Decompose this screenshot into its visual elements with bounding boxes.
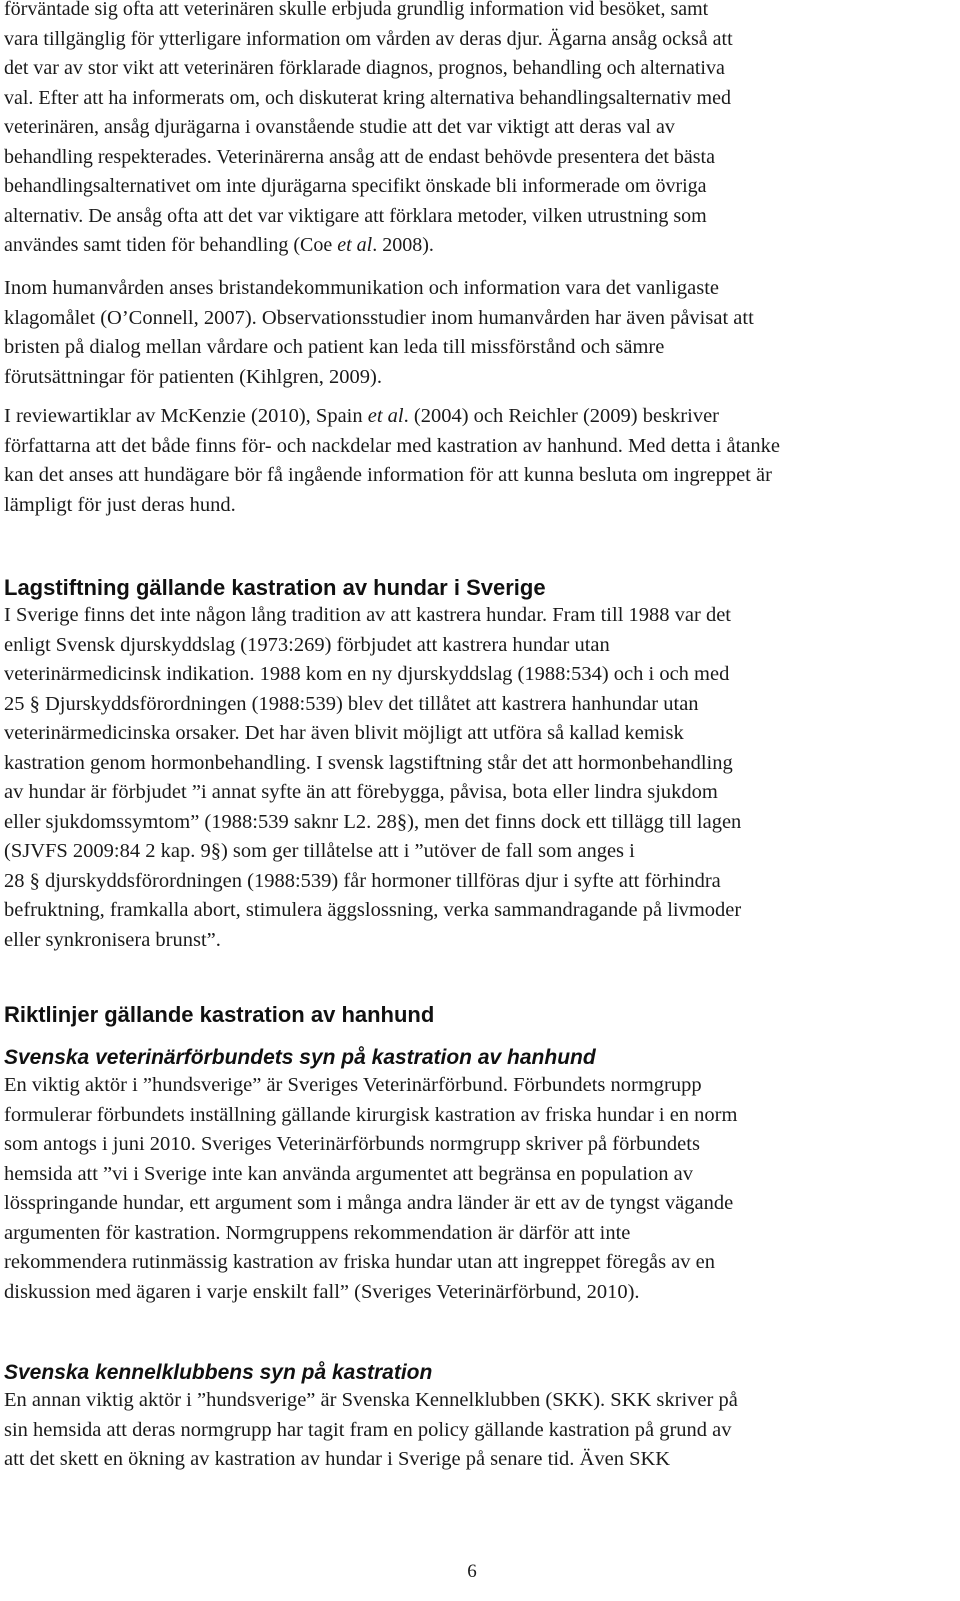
text-line: det var av stor vikt att veterinären förklarade diagnos, prognos, behandling och alternativa [4, 57, 725, 79]
text-line: enligt Svensk djurskyddslag (1973:269) förbjudet att kastrera hundar utan [4, 633, 610, 656]
text-line: sin hemsida att deras normgrupp har tagit fram en policy gällande kastration på grund av [4, 1418, 732, 1441]
text-line: förväntade sig ofta att veterinären skulle erbjuda grundlig information vid besöket, samt [4, 0, 709, 20]
text-line: diskussion med ägaren i varje enskilt fall” (Sveriges Veterinärförbund, 2010). [4, 1280, 640, 1303]
text-line: författarna att det både finns för- och nackdelar med kastration av hanhund. Med detta i åtanke [4, 434, 780, 457]
text-line: formulerar förbundets inställning gällande kirurgisk kastration av friska hundar i en norm [4, 1103, 738, 1126]
text-run: användes samt tiden för behandling (Coe [4, 234, 338, 256]
text-line [4, 231, 942, 261]
citation-et-al: et al [367, 405, 404, 427]
subheading-veterinary-association: Svenska veterinärförbundets syn på kastration av hanhund [4, 1046, 596, 1069]
text-line: veterinärmedicinska orsaker. Det har även blivit möjligt att utföra så kallad kemisk [4, 722, 684, 744]
text-run: . (2004) och Reichler (2009) beskriver [403, 405, 719, 427]
paragraph-review-articles [4, 402, 942, 520]
text-line: veterinären, ansåg djurägarna i ovanstående studie att det var viktigt att deras val av [4, 116, 675, 138]
text-line: argumenten för kastration. Normgruppens rekommendation är därför att inte [4, 1221, 631, 1244]
text-line: behandlingsalternativet om inte djurägarna specifikt önskade bli informerade om övriga [4, 175, 707, 197]
text-run: I reviewartiklar av McKenzie (2010), Spain [4, 405, 368, 427]
text-line: hemsida att ”vi i Sverige inte kan använda argumentet att begränsa en population av [4, 1162, 693, 1185]
text-line: eller synkronisera brunst”. [4, 928, 221, 951]
citation-et-al: et al [337, 234, 373, 256]
text-run: . 2008). [372, 234, 434, 256]
text-line: kan det anses att hundägare bör få ingående information för att kunna besluta om ingreppet är [4, 464, 772, 486]
paragraph-veterinary-association [4, 1071, 942, 1307]
text-line: förutsättningar för patienten (Kihlgren, 2009). [4, 365, 382, 388]
paragraph-human-care [4, 274, 942, 392]
text-line: lämpligt för just deras hund. [4, 493, 236, 516]
text-line: klagomålet (O’Connell, 2007). Observationsstudier inom humanvården har även påvisat att [4, 306, 754, 329]
text-line: alternativ. De ansåg ofta att det var viktigare att förklara metoder, vilken utrustning som [4, 204, 707, 227]
text-line: vara tillgänglig för ytterligare information om vården av deras djur. Ägarna ansåg också att [4, 27, 733, 50]
text-line: bristen på dialog mellan vårdare och patient kan leda till missförstånd och sämre [4, 336, 665, 358]
text-line: val. Efter att ha informerats om, och diskuterat kring alternativa behandlingsalternativ med [4, 86, 731, 109]
text-line: kastration genom hormonbehandling. I svensk lagstiftning står det att hormonbehandling [4, 751, 733, 774]
text-line: lösspringande hundar, ett argument som i många andra länder är ett av de tyngst vägande [4, 1192, 734, 1214]
text-line: Inom humanvården anses bristandekommunikation och information vara det vanligaste [4, 277, 720, 299]
paragraph-kennel-club [4, 1386, 942, 1475]
heading-guidelines: Riktlinjer gällande kastration av hanhund [4, 1002, 435, 1027]
heading-legislation: Lagstiftning gällande kastration av hundar i Sverige [4, 575, 546, 600]
text-line: I Sverige finns det inte någon lång tradition av att kastrera hundar. Fram till 1988 var det [4, 604, 731, 626]
text-line: som antogs i juni 2010. Sveriges Veterinärförbunds normgrupp skriver på förbundets [4, 1133, 700, 1155]
text-line: (SJVFS 2009:84 2 kap. 9§) som ger tillåtelse att i ”utöver de fall som anges i [4, 840, 635, 862]
text-line [4, 402, 942, 432]
subheading-kennel-club: Svenska kennelklubbens syn på kastration [4, 1361, 433, 1384]
text-line: rekommendera rutinmässig kastration av friska hundar utan att ingreppet föregås av en [4, 1251, 715, 1273]
text-line: att det skett en ökning av kastration av hundar i Sverige på senare tid. Även SKK [4, 1448, 671, 1470]
text-line: En viktig aktör i ”hundsverige” är Sveriges Veterinärförbund. Förbundets normgrupp [4, 1074, 702, 1096]
text-line: av hundar är förbjudet ”i annat syfte än att förebygga, påvisa, bota eller lindra sjukdom [4, 781, 718, 803]
paragraph-legislation [4, 601, 942, 955]
text-line: 28 § djurskyddsförordningen (1988:539) får hormoner tillföras djur i syfte att förhindra [4, 869, 721, 892]
text-line: En annan viktig aktör i ”hundsverige” är Svenska Kennelklubben (SKK). SKK skriver på [4, 1389, 738, 1411]
text-line: 25 § Djurskyddsförordningen (1988:539) blev det tillåtet att kastrera hanhundar utan [4, 692, 699, 715]
text-line: befruktning, framkalla abort, stimulera äggslossning, verka sammandragande på livmoder [4, 899, 742, 921]
text-line: behandling respekterades. Veterinärerna ansåg att de endast behövde presentera det bästa [4, 145, 715, 168]
text-line: veterinärmedicinsk indikation. 1988 kom en ny djurskyddslag (1988:534) och i och med [4, 663, 730, 685]
page-number: 6 [467, 1561, 477, 1582]
text-line: eller sjukdomssymtom” (1988:539 saknr L2. 28§), men det finns dock ett tillägg till lagen [4, 810, 742, 833]
paragraph-veterinary-information [4, 0, 942, 261]
